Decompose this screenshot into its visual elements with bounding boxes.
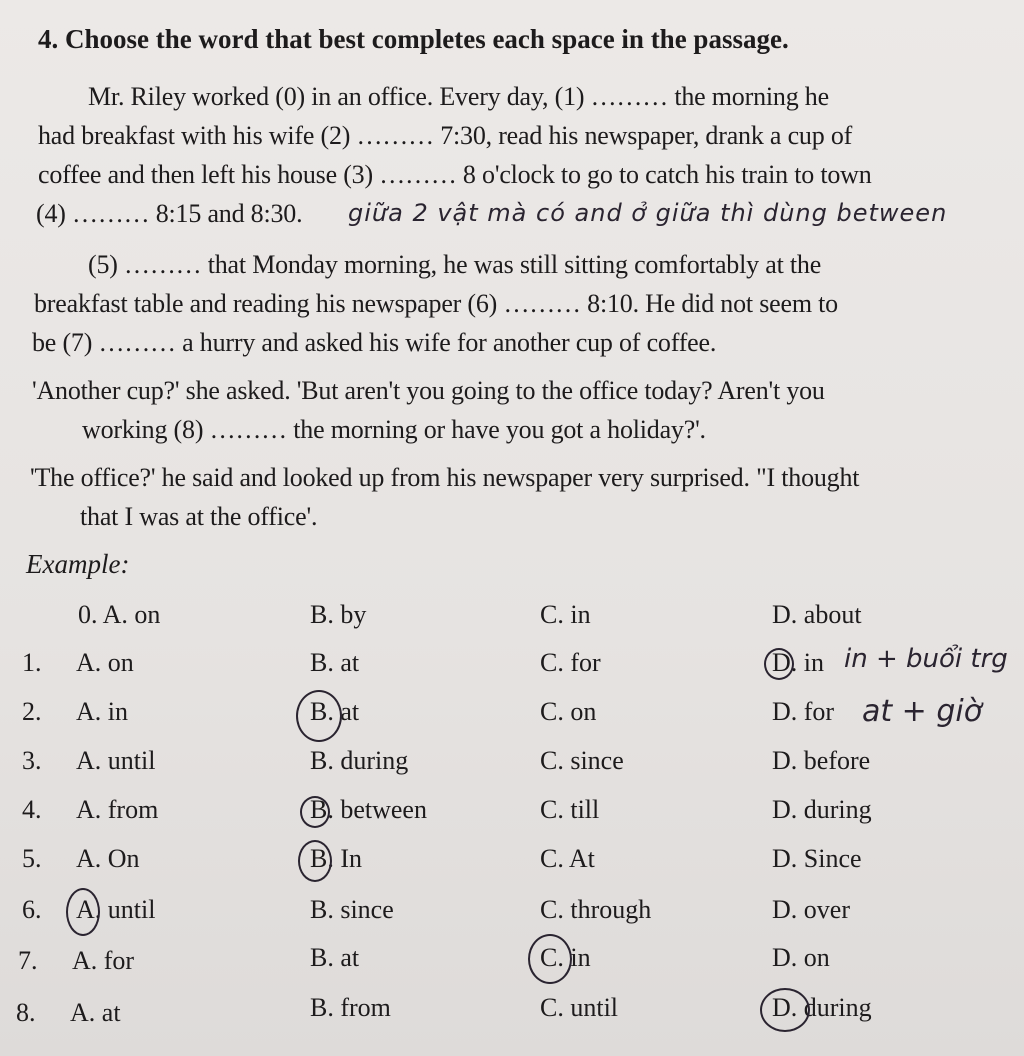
option-a: A. on (76, 648, 134, 677)
option-d: D. on (772, 943, 830, 972)
option-b: B. since (310, 895, 394, 924)
answer-circle-mark (298, 840, 332, 882)
question-number: 5. (22, 844, 42, 873)
passage-line: 'The office?' he said and looked up from his newspaper very surprised. "I thought (30, 463, 860, 492)
answer-circle-mark (760, 988, 810, 1032)
option-d: D. during (772, 993, 872, 1022)
handwritten-note-q2: at + giờ (862, 694, 983, 729)
option-c: C. until (540, 993, 619, 1022)
option-c: C. on (540, 697, 597, 726)
option-b: B. during (310, 746, 409, 775)
option-d: D. about (772, 600, 862, 629)
passage-line: (4) ……… 8:15 and 8:30. (36, 199, 303, 228)
passage-line: had breakfast with his wife (2) ……… 7:30, read his newspaper, drank a cup of (38, 121, 853, 150)
option-b: B. between (310, 795, 427, 824)
passage-line: that I was at the office'. (80, 502, 318, 531)
option-b: B. In (310, 844, 362, 873)
option-d: D. over (772, 895, 850, 924)
passage-line: breakfast table and reading his newspaper (6) ……… 8:10. He did not seem to (34, 289, 838, 318)
option-a: A. from (76, 795, 159, 824)
option-d: D. Since (772, 844, 862, 873)
passage-line: (5) ……… that Monday morning, he was still sitting comfortably at the (88, 250, 822, 279)
question-number: 6. (22, 895, 42, 924)
option-a: A. until (76, 746, 156, 775)
option-a: A. in (76, 697, 128, 726)
option-a: A. On (76, 844, 140, 873)
option-c: C. At (540, 844, 595, 873)
option-b: B. at (310, 697, 360, 726)
passage-line: coffee and then left his house (3) ……… 8 o'clock to go to catch his train to town (38, 160, 872, 189)
handwritten-note-between: giữa 2 vật mà có and ở giữa thì dùng between (348, 199, 948, 227)
option-a: A. at (70, 998, 121, 1027)
exercise-heading: 4. Choose the word that best completes each space in the passage. (38, 24, 789, 54)
question-number: 3. (22, 746, 42, 775)
option-b: B. at (310, 648, 360, 677)
answer-circle-mark (66, 888, 100, 936)
option-c: C. till (540, 795, 600, 824)
option-b: B. from (310, 993, 391, 1022)
option-b: B. by (310, 600, 367, 629)
question-number: 7. (18, 946, 38, 975)
passage-line: Mr. Riley worked (0) in an office. Every day, (1) ……… the morning he (88, 82, 829, 111)
question-number: 8. (16, 998, 36, 1027)
passage-line: working (8) ……… the morning or have you got a holiday?'. (82, 415, 706, 444)
option-d: D. for (772, 697, 835, 726)
option-d: D. during (772, 795, 872, 824)
option-d: D. in (772, 648, 824, 677)
option-c: C. in (540, 600, 591, 629)
answer-circle-mark (296, 690, 342, 742)
question-number: 1. (22, 648, 42, 677)
option-c: C. since (540, 746, 624, 775)
answer-circle-mark (300, 796, 330, 828)
option-a: A. until (76, 895, 156, 924)
option-c: C. for (540, 648, 601, 677)
option-c: C. through (540, 895, 652, 924)
answer-circle-mark (528, 934, 572, 984)
passage-line: 'Another cup?' she asked. 'But aren't you going to the office today? Aren't you (32, 376, 825, 405)
question-number: 4. (22, 795, 42, 824)
passage-line: be (7) ……… a hurry and asked his wife for another cup of coffee. (32, 328, 717, 357)
question-number: 2. (22, 697, 42, 726)
answer-circle-mark (764, 648, 794, 680)
option-c: C. in (540, 943, 591, 972)
option-a: 0. A. on (78, 600, 161, 629)
option-d: D. before (772, 746, 871, 775)
example-label: Example: (26, 549, 130, 579)
handwritten-note-q1: in + buổi trg (844, 644, 1008, 674)
option-b: B. at (310, 943, 360, 972)
option-a: A. for (72, 946, 135, 975)
